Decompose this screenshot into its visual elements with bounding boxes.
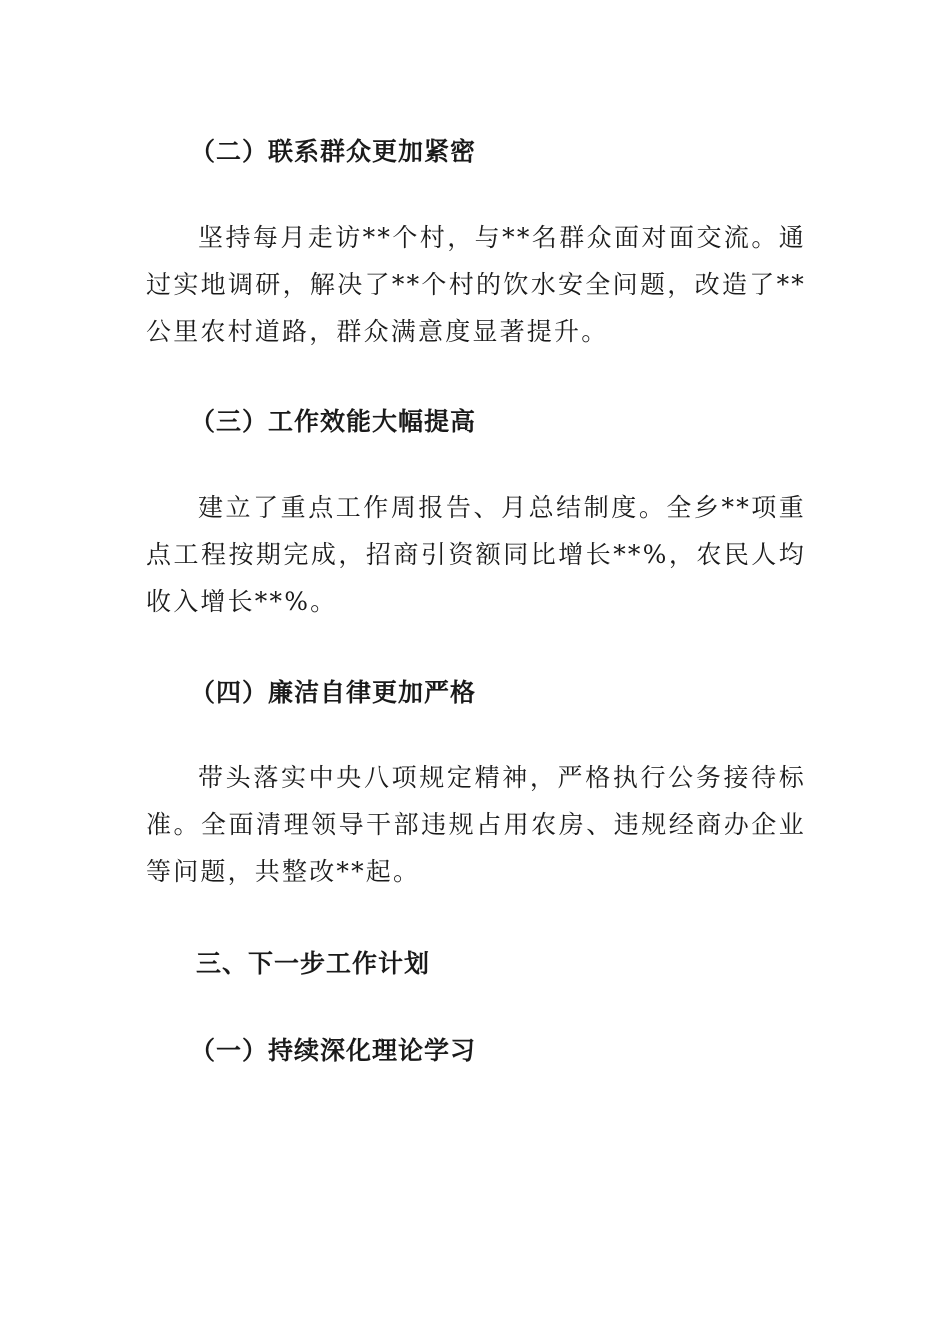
part-three-heading: 三、下一步工作计划 [196, 949, 431, 978]
section-paragraph-4: 带头落实中央八项规定精神，严格执行公务接待标准。全面清理领导干部违规占用农房、违规经商办企业等问题，共整改**起。 [146, 763, 806, 886]
section-heading-3: （三）工作效能大幅提高 [190, 407, 477, 436]
section-paragraph-2: 坚持每月走访**个村，与**名群众面对面交流。通过实地调研，解决了**个村的饮水安全问题，改造了**公里农村道路，群众满意度显著提升。 [146, 223, 806, 346]
section-heading-4: （四）廉洁自律更加严格 [190, 678, 477, 707]
section-paragraph-3: 建立了重点工作周报告、月总结制度。全乡**项重点工程按期完成，招商引资额同比增长**%，农民人均收入增长**%。 [146, 493, 806, 616]
part-three-sub-heading-1: （一）持续深化理论学习 [190, 1036, 477, 1065]
section-heading-2: （二）联系群众更加紧密 [190, 137, 477, 166]
